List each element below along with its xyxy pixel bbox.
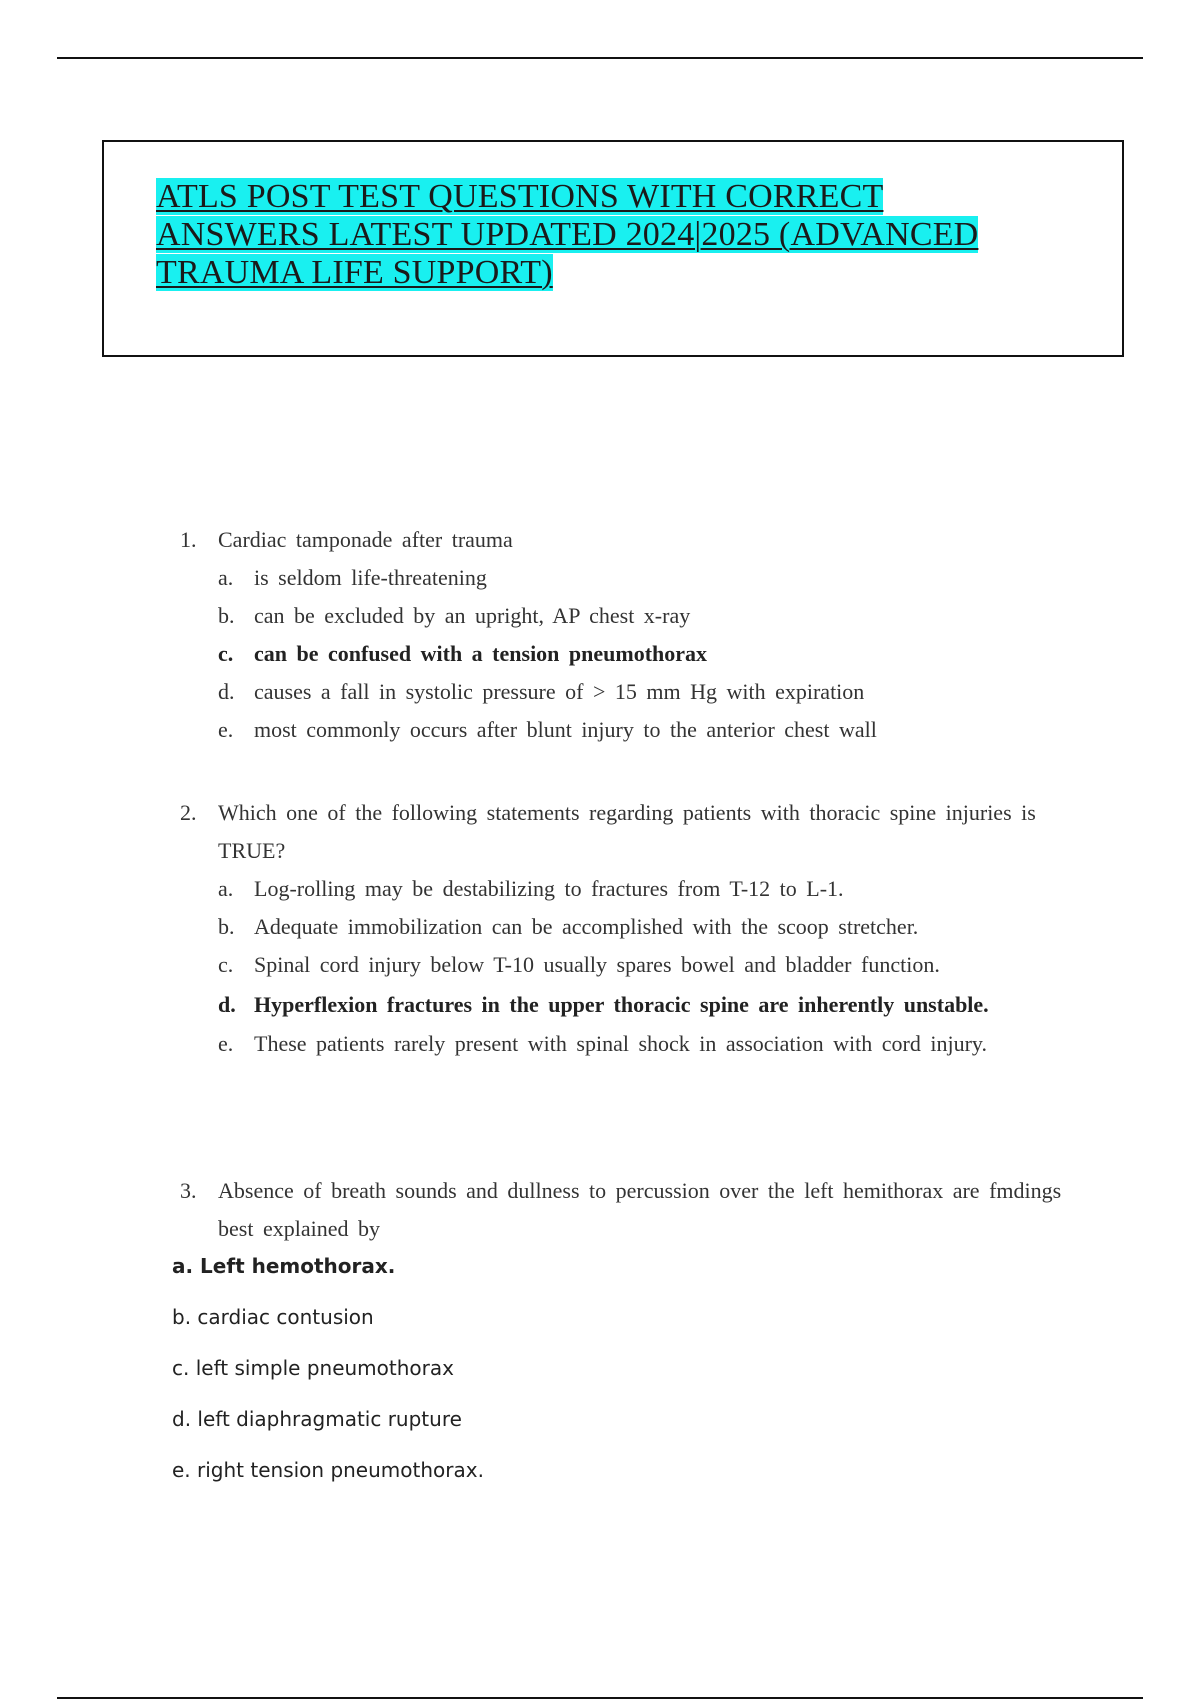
option-d: d. causes a fall in systolic pressure of > 15 mm Hg with expiration [218,679,865,704]
option-d-correct: d. Hyperflexion fractures in the upper thoracic spine are inherently unstable. [218,992,989,1017]
option-b: b. cardiac contusion [172,1305,374,1329]
option-a: a. Log-rolling may be destabilizing to fractures from T-12 to L-1. [218,876,844,901]
document-title [156,178,1116,292]
option-d: d. left diaphragmatic rupture [172,1407,462,1431]
question-number: 3. [180,1178,197,1203]
option-b: b. Adequate immobilization can be accomplished with the scoop stretcher. [218,914,919,939]
question-2 [180,794,1080,1062]
option-e: e. right tension pneumothorax. [172,1458,484,1482]
top-rule [57,57,1143,59]
bottom-rule [57,1697,1143,1699]
question-3-options [172,1250,872,1505]
option-c: c. Spinal cord injury below T-10 usually spares bowel and bladder function. [218,952,940,977]
question-3 [180,1172,1080,1248]
option-b: b. can be excluded by an upright, AP chest x-ray [218,603,691,628]
question-stem: Which one of the following statements regarding patients with thoracic spine injuries is TRUE? [218,800,1036,863]
question-1 [180,521,1080,749]
title-box [102,140,1124,357]
title-line-3: TRAUMA LIFE SUPPORT) [156,254,553,291]
option-e: e. most commonly occurs after blunt injury to the anterior chest wall [218,717,877,742]
question-stem: Cardiac tamponade after trauma [218,527,513,552]
option-a: a. is seldom life-threatening [218,565,487,590]
question-number: 2. [180,800,197,825]
title-line-2: ANSWERS LATEST UPDATED 2024|2025 (ADVANCED [156,216,979,253]
question-number: 1. [180,527,197,552]
option-a-correct: a. Left hemothorax. [172,1254,396,1278]
option-c-correct: c. can be confused with a tension pneumothorax [218,641,708,666]
option-c: c. left simple pneumothorax [172,1356,454,1380]
option-e: e. These patients rarely present with spinal shock in association with cord injury. [218,1031,987,1056]
question-stem: Absence of breath sounds and dullness to percussion over the left hemithorax are fmdings best explained by [218,1178,1062,1241]
title-line-1: ATLS POST TEST QUESTIONS WITH CORRECT [156,178,884,215]
